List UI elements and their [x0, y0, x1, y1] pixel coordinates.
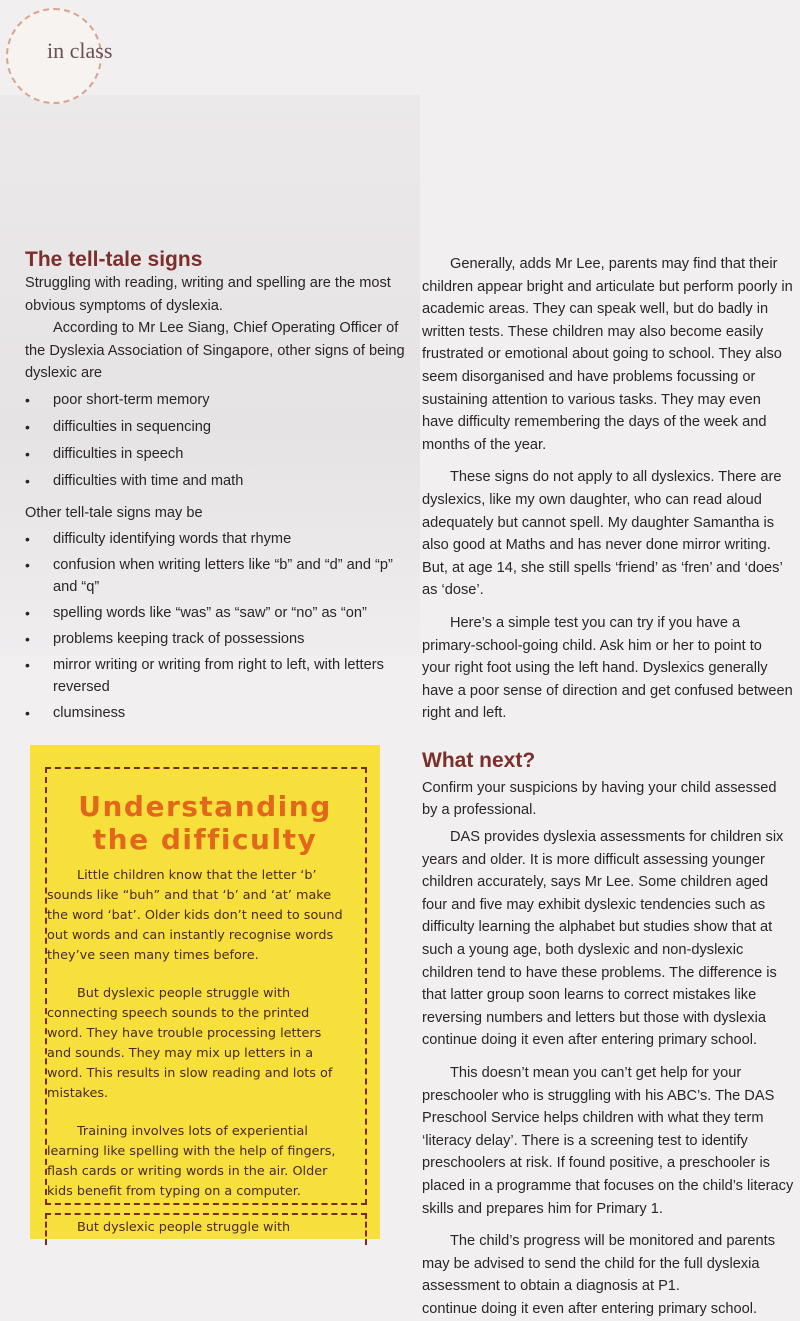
- paragraph: Here’s a simple test you can try if you have a primary-school-going child. Ask him or her to point to your right foot using the left hand. Dyslexics generally have a poor sense of direction and get confused between right and left.: [422, 614, 793, 722]
- list-item: • difficulties in speech: [25, 443, 410, 465]
- list-item: • mirror writing or writing from right to left, with letters reversed: [25, 654, 410, 698]
- box-continuation-text: But dyslexic people struggle with: [77, 1220, 291, 1235]
- box-title-line2: the difficulty: [92, 823, 318, 856]
- box-paragraph: Training involves lots of experiential learning like spelling with the help of fingers, flash cards or writing words in the air. Older kids benefit from typing on a computer.: [47, 1124, 336, 1199]
- section-label: in class: [47, 38, 113, 63]
- paragraph: The child’s progress will be monitored and parents may be advised to send the child for the full dyslexia assessment to obtain a diagnosis at P1.: [422, 1233, 776, 1295]
- box-paragraph: Little children know that the letter ‘b’ sounds like “buh” and that ‘b’ and ‘at’ make the word ‘bat’. Older kids don’t need to sound out words and can instantly recognise words they’ve seen many times before.: [47, 868, 343, 963]
- other-signs-list: [25, 528, 410, 724]
- list-item: • difficulties with time and math: [25, 470, 410, 492]
- box-paragraph: But dyslexic people struggle with connecting speech sounds to the printed word. They have trouble processing letters and sounds. They may mix up letters in a word. This results in slow reading and lots of mistakes.: [47, 986, 333, 1101]
- box-body: [47, 866, 347, 1202]
- box-title-line1: Understanding: [78, 790, 332, 823]
- heading-tell-tale-signs: The tell-tale signs: [25, 248, 203, 271]
- paragraph: DAS provides dyslexia assessments for children six years and older. It is more difficult assessing younger children accurately, says Mr Lee. Some children aged four and five may exhibit dyslexic tendencies such as difficulty learning the alphabet but studies show that at such a young age, both dyslexic and non-dyslexic children tend to have these problems. The difference is that latter group soon learns to correct mistakes like reversing numbers and letters but those with dyslexia continue doing it even after entering primary school.: [422, 829, 784, 1049]
- paragraph: This doesn’t mean you can’t get help for your preschooler who is struggling with his ABC’s. The DAS Preschool Service helps children with what they term ‘literacy delay’. There is a screening test to identify preschoolers at risk. If found positive, a preschooler is placed in a programme that focuses on the child’s literacy skills and prepares him for Primary 1.: [422, 1065, 794, 1217]
- list-item: • problems keeping track of possessions: [25, 628, 410, 650]
- list-item: • confusion when writing letters like “b” and “d” and “p” and “q”: [25, 554, 410, 598]
- left-column: [25, 248, 410, 724]
- list-item: • clumsiness: [25, 702, 410, 724]
- intro-paragraph: Struggling with reading, writing and spelling are the most obvious symptoms of dyslexia.: [25, 275, 391, 314]
- right-column: [422, 253, 794, 1321]
- other-signs-intro: Other tell-tale signs may be: [25, 504, 203, 521]
- heading-what-next: What next?: [422, 748, 536, 772]
- list-item: • difficulties in sequencing: [25, 416, 410, 438]
- confirm-paragraph: Confirm your suspicions by having your child assessed by a professional.: [422, 779, 777, 819]
- list-item: • spelling words like “was” as “saw” or “no” as “on”: [25, 602, 410, 624]
- list-item: • poor short-term memory: [25, 389, 410, 411]
- paragraph: Generally, adds Mr Lee, parents may find that their children appear bright and articulate but perform poorly in academic areas. They can speak well, but do badly in written tests. These children may also become easily frustrated or emotional about going to school. They also seem disorganised and have problems focussing or sustaining attention to various tasks. They may even have difficulty remembering the days of the week and months of the year.: [422, 256, 793, 453]
- signs-list: [25, 389, 410, 492]
- lee-quote-paragraph: According to Mr Lee Siang, Chief Operating Officer of the Dyslexia Association of Singapore, other signs of being dyslexic are: [25, 320, 405, 382]
- list-item: • difficulty identifying words that rhyme: [25, 528, 410, 550]
- paragraph: These signs do not apply to all dyslexics. There are dyslexics, like my own daughter, who can read aloud adequately but cannot spell. My daughter Samantha is also good at Maths and has never done mirror writing. But, at age 14, she still spells ‘friend’ as ‘fren’ and ‘does’ as ‘dose’.: [422, 469, 783, 599]
- box-title: [30, 790, 380, 856]
- paragraph-fragment: continue doing it even after entering primary school.: [422, 1300, 758, 1317]
